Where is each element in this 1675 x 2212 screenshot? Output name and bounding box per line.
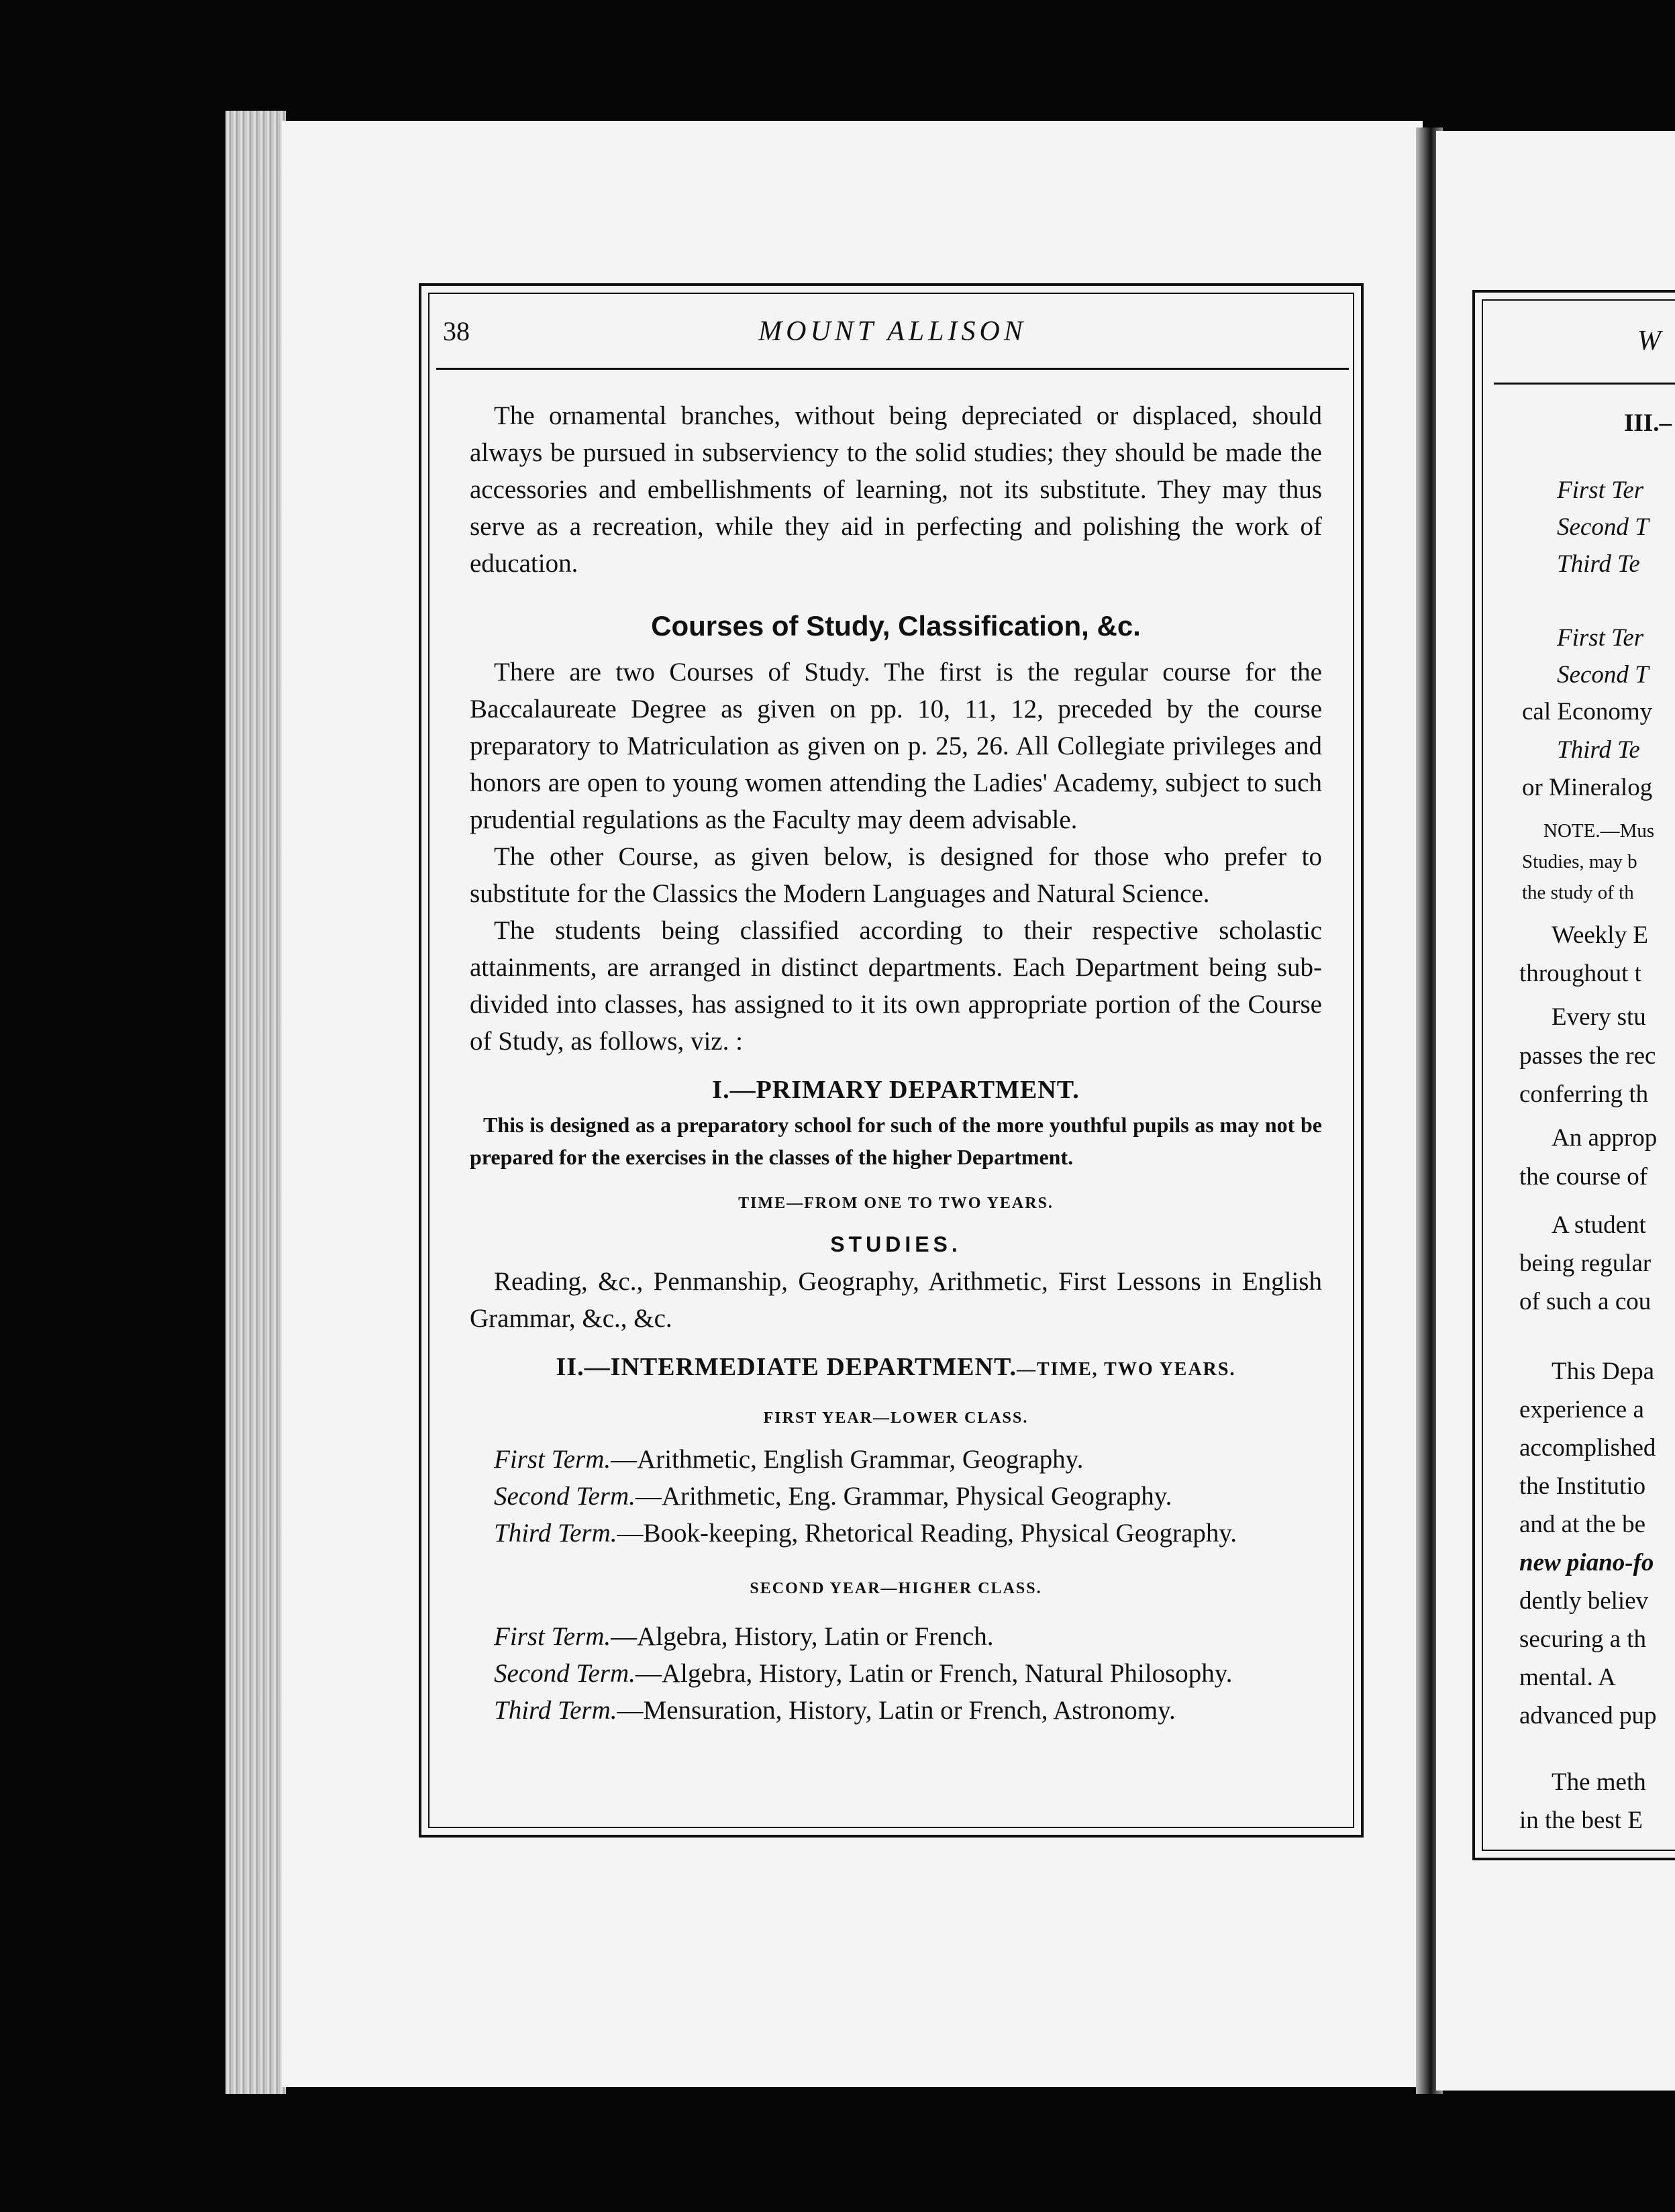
term-subjects: —Algebra, History, Latin or French, Natural Philosophy. bbox=[635, 1659, 1233, 1688]
term-name: First Term. bbox=[494, 1445, 611, 1474]
term-subjects: —Book-keeping, Rhetorical Reading, Physical Geography. bbox=[617, 1519, 1237, 1548]
first-year-label: FIRST YEAR—LOWER CLASS. bbox=[763, 1409, 1029, 1427]
second-year-term-2 bbox=[470, 1655, 1322, 1692]
primary-studies: Reading, &c., Penmanship, Geography, Arithmetic, First Lessons in English Grammar, &c., &c. bbox=[470, 1267, 1322, 1333]
second-year-term-1 bbox=[470, 1618, 1322, 1655]
term-subjects: —Mensuration, History, Latin or French, Astronomy. bbox=[617, 1696, 1176, 1725]
term-name: First Term. bbox=[494, 1622, 611, 1651]
right-line: of such a cou bbox=[1519, 1288, 1652, 1315]
first-year-term-1 bbox=[470, 1441, 1322, 1478]
paragraph-other-course: The other Course, as given below, is designed for those who prefer to substitute for the Classics the Modern Languages and Natural Science. bbox=[470, 842, 1322, 908]
right-line: III.– bbox=[1624, 409, 1672, 437]
right-line: the course of bbox=[1519, 1163, 1648, 1191]
term-subjects: —Arithmetic, English Grammar, Geography. bbox=[611, 1445, 1084, 1474]
right-line: dently believ bbox=[1519, 1587, 1649, 1615]
studies-label: STUDIES. bbox=[830, 1232, 962, 1256]
right-line: conferring th bbox=[1519, 1080, 1649, 1108]
right-line: passes the rec bbox=[1519, 1042, 1656, 1070]
term-subjects: —Algebra, History, Latin or French. bbox=[611, 1622, 994, 1651]
first-year-term-2 bbox=[470, 1478, 1322, 1515]
right-line: cal Economy bbox=[1522, 698, 1653, 725]
paragraph-courses: There are two Courses of Study. The first is the regular course for the Baccalaureate Degree as given on pp. 10, 11, 12, preceded by the course preparatory to Matriculation as given on p. 25, 26. All Collegiate privileges and honors are open to young women attending the Ladies' Academy, subject to such prudential regulations as the Faculty may deem advisable. bbox=[470, 658, 1322, 834]
right-line: A student bbox=[1552, 1211, 1646, 1239]
page-header bbox=[443, 315, 1342, 356]
right-line: the study of th bbox=[1522, 882, 1634, 903]
term-subjects: —Arithmetic, Eng. Grammar, Physical Geography. bbox=[635, 1482, 1172, 1511]
right-line: Second T bbox=[1557, 661, 1649, 689]
right-line: or Mineralog bbox=[1522, 774, 1653, 801]
right-line: being regular bbox=[1519, 1250, 1652, 1277]
term-name: Third Term. bbox=[494, 1519, 617, 1548]
term-name: Third Term. bbox=[494, 1696, 617, 1725]
right-line: securing a th bbox=[1519, 1625, 1647, 1653]
first-year-term-3 bbox=[470, 1515, 1322, 1552]
term-name: Second Term. bbox=[494, 1659, 636, 1688]
right-line: This Depa bbox=[1552, 1358, 1655, 1385]
intermediate-heading bbox=[470, 1349, 1322, 1388]
second-year-term-3 bbox=[470, 1692, 1322, 1729]
primary-description: This is designed as a preparatory school for such of the more youthful pupils as may not be prepared for the exercises in the classes of the higher Department. bbox=[470, 1113, 1322, 1169]
right-line: First Ter bbox=[1557, 476, 1644, 504]
right-running-head: W bbox=[1637, 325, 1661, 356]
right-line: accomplished bbox=[1519, 1434, 1656, 1462]
page-stack-edge bbox=[225, 111, 286, 2094]
paragraph-ornamental: The ornamental branches, without being depreciated or displaced, should always be pursued in subserviency to the solid studies; they should be made the accessories and embellishments of learning, not its substitute. They may thus serve as a recreation, while they aid in perfecting and polishing the work of education. bbox=[470, 401, 1322, 578]
page-body bbox=[470, 397, 1322, 1729]
right-line: advanced pup bbox=[1519, 1702, 1657, 1729]
right-line: An approp bbox=[1552, 1124, 1658, 1152]
right-line: NOTE.—Mus bbox=[1543, 820, 1655, 842]
right-line: Second T bbox=[1557, 513, 1649, 541]
right-line: and at the be bbox=[1519, 1511, 1645, 1538]
right-line: new piano-fo bbox=[1519, 1549, 1654, 1576]
right-line: Every stu bbox=[1552, 1003, 1646, 1031]
intermediate-time: —TIME, TWO YEARS. bbox=[1016, 1359, 1236, 1380]
page-number: 38 bbox=[443, 316, 470, 346]
primary-time: TIME—FROM ONE TO TWO YEARS. bbox=[738, 1195, 1054, 1212]
running-head: MOUNT ALLISON bbox=[758, 316, 1027, 347]
right-line: mental. A bbox=[1519, 1664, 1616, 1691]
right-line: throughout t bbox=[1519, 960, 1641, 987]
section-title: Courses of Study, Classification, &c. bbox=[651, 610, 1141, 642]
right-line: Third Te bbox=[1557, 550, 1640, 578]
intermediate-title: II.—INTERMEDIATE DEPARTMENT. bbox=[556, 1353, 1017, 1381]
right-line: The meth bbox=[1552, 1768, 1646, 1796]
term-name: Second Term. bbox=[494, 1482, 636, 1511]
primary-heading: I.—PRIMARY DEPARTMENT. bbox=[712, 1076, 1080, 1104]
right-line: First Ter bbox=[1557, 624, 1644, 652]
right-line: Studies, may b bbox=[1522, 851, 1637, 872]
right-header-rule bbox=[1494, 383, 1675, 385]
right-line: Weekly E bbox=[1552, 921, 1648, 949]
right-line: experience a bbox=[1519, 1396, 1644, 1423]
right-line: Third Te bbox=[1557, 736, 1640, 764]
header-rule bbox=[436, 368, 1349, 370]
second-year-label: SECOND YEAR—HIGHER CLASS. bbox=[750, 1580, 1042, 1597]
right-line: the Institutio bbox=[1519, 1472, 1646, 1500]
right-line: in the best E bbox=[1519, 1807, 1643, 1834]
paragraph-classification: The students being classified according to their respective scholastic attainments, are arranged in distinct departments. Each Department being sub-divided into classes, has assigned to it its own appropriate portion of the Course of Study, as follows, viz. : bbox=[470, 916, 1322, 1056]
